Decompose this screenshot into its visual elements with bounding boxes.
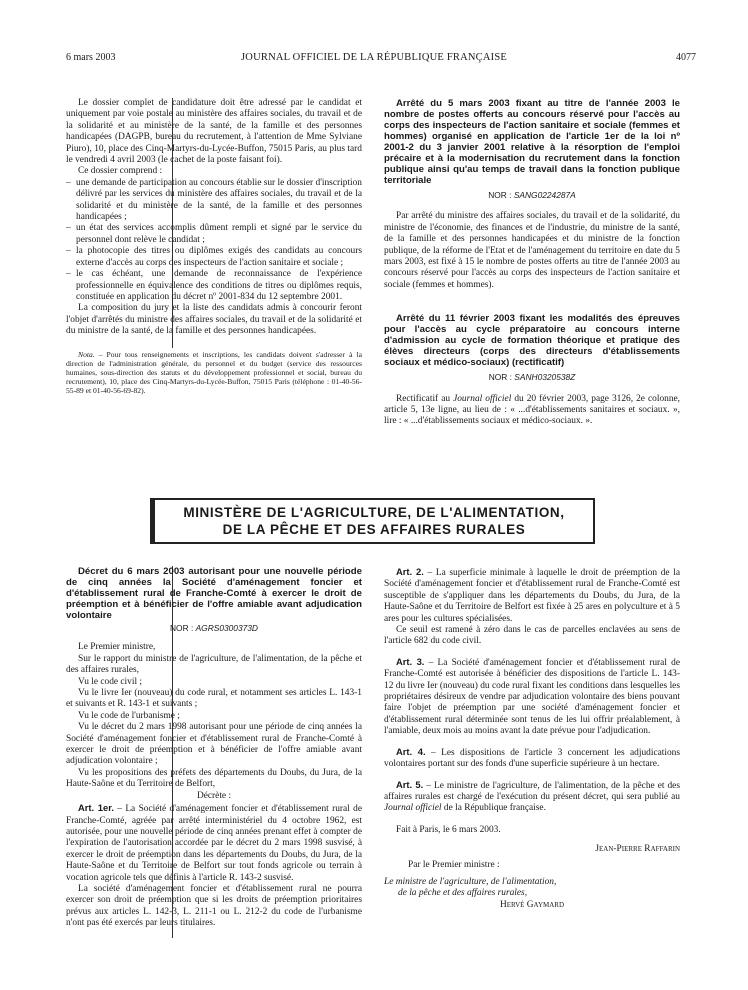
visa-line: Le Premier ministre, — [78, 642, 156, 653]
nota-label: Nota. — [78, 349, 95, 359]
fait-a-paris: Fait à Paris, le 6 mars 2003. — [396, 824, 501, 835]
article-text: – Le ministre de l'agriculture, de l'alimentation, de la pêche et des affaires rurales est chargé de l'exécution du présent décret, qui sera publié au — [384, 780, 680, 802]
article-2 — [384, 566, 680, 625]
visa-line: Vu le livre Ier (nouveau) du code rural, et notamment ses articles L. 143-1 et suivants et R. 143-1 et suivants ; — [66, 688, 362, 710]
nor-label: NOR : — [488, 372, 515, 383]
minister-title-text: de la pêche et des affaires rurales, — [398, 888, 528, 899]
dossier-item: – le cas échéant, une demande de reconnaissance de l'expérience professionnelle en équivalence des conditions de titres ou diplômes requis, constituée en application du décret nº 2001-834 du 12 septembre 2001. — [66, 269, 362, 303]
article-label: Art. 5. — [396, 778, 424, 790]
article-label: Art. 1er. — [78, 802, 114, 814]
minister-title-text: Le ministre de l'agriculture, de l'alimentation, — [384, 876, 557, 887]
article-2-paragraph-2: Ce seuil est ramené à zéro dans le cas de parcelles enclavées au sens de l'article 682 du code civil. — [384, 625, 680, 647]
ministry-line-1: MINISTÈRE DE L'AGRICULTURE, DE L'ALIMENTATION, — [183, 505, 565, 520]
dossier-item: – la photocopie des titres ou diplômes exigés des candidats au concours externe d'accès au corps des inspecteurs de l'action sanitaire et sociale ; — [66, 246, 362, 269]
bottom-left-column — [66, 566, 362, 930]
signer-name: Jean-Pierre Raffarin — [595, 844, 680, 855]
ministry-name — [155, 500, 593, 538]
nor-reference-2 — [384, 372, 680, 383]
ministry-banner — [150, 498, 595, 544]
article-label: Art. 2. — [396, 566, 424, 577]
article-text: – La superficie minimale à laquelle le droit de préemption de la Société d'aménagement foncier et d'établissement rural de Franche-Comté est susceptible de s'appliquer dans les départements du Doubs, du Jura, de la Haute-Saône et du Territoire de Belfort est fixée à 25 ares en polyculture et à 5 ares pour les cultures spécialisées. — [384, 568, 680, 624]
visa-line: Sur le rapport du ministre de l'agriculture, de l'alimentation, de la pêche et des affaires rurales, — [66, 653, 362, 676]
nota-text: – Pour tous renseignements et inscriptions, les candidats doivent s'adresser à la direction de l'administration générale, du personnel et du budget (service des ressources humaines, sous-direction des statuts et du développement professionnel et social, bureau du recrutement), 10, place des Cinq-Martyrs-du-Lycée-Buffon, 75015 Paris (téléphone : 01-40-56-55-89 et 01-40-56-69-82). — [66, 349, 362, 396]
article-label: Art. 4. — [396, 745, 426, 757]
article-1-paragraph-2: La société d'aménagement foncier et d'établissement rural ne pourra exercer son droit de préemption que si les droits de préemption prioritaires prévus aux articles L. 142-3, L. 211-1 ou L. 212-2 du code de l'urbanisme n'ont pas été exercés par leurs titulaires. — [66, 883, 362, 929]
visa-line: Vu le décret du 2 mars 1998 autorisant pour une période de cinq années la Société d'aménagement foncier et d'établissement rural de Franche-Comté à exercer le droit de préemption et à bénéficier de l'offre amiable avant adjudication volontaire ; — [66, 722, 362, 767]
journal-officiel-ref: Journal officiel — [453, 393, 512, 404]
rectificatif-text-end: du 20 février 2003, page 3126, 2e colonne, article 5, 13e ligne, au lieu de : « ...d'établissements sanitaires et sociaux. », lire : « ...d'établissements sociaux et médico-sociaux. ». — [384, 393, 681, 427]
header-date: 6 mars 2003 — [66, 52, 116, 63]
journal-title: JOURNAL OFFICIEL DE LA RÉPUBLIQUE FRANÇAISE — [241, 52, 507, 63]
application-paragraph: Le dossier complet de candidature doit être adressé par le candidat et uniquement par voie postale au ministère des affaires sociales, du travail et de la solidarité et au ministère de la santé, de la famille et des personnes handicapées (DAGPB, bureau du recrutement, à l'attention de Mme Sylviane Piuro), 10, place des Cinq-Martyrs-du-Lycée-Buffon, 75015 Paris, au plus tard le vendredi 4 avril 2003 (le cachet de la poste faisant foi). — [66, 98, 362, 166]
dossier-item: – une demande de participation au concours établie sur le dossier d'inscription délivré par les services du ministère des affaires sociales, du travail et de la solidarité et du ministère de la santé, de la famille et des personnes handicapées ; — [66, 178, 362, 224]
article-text: – La Société d'aménagement foncier et d'établissement rural de Franche-Comté est autorisée à bénéficier des dispositions de l'article L. 143-12 du livre Ier (nouveau) du code rural fixant les conditions dans lesquelles les propriétaires désireux de vendre par adjudication volontaire des biens pouvant faire l'objet de préemption par une société d'aménagement foncier et d'établissement rural déterminée sont tenus de les lui offrir préalablement, à l'amiable, deux mois au moins avant la date prévue pour l'adjudication. — [384, 657, 680, 737]
top-right-column — [384, 98, 680, 428]
jury-paragraph: La composition du jury et la liste des candidats admis à concourir feront l'objet d'arrêtés du ministre des affaires sociales, du travail et de la solidarité et du ministre de la santé, de la famille et des personnes handicapées. — [66, 303, 362, 337]
article-5 — [384, 779, 680, 815]
minister-title-2 — [384, 888, 680, 899]
arrete-body-1: Par arrêté du ministre des affaires sociales, du travail et de la solidarité, du ministre de l'économie, des finances et de l'industrie, du ministre de la santé, de la famille et des personnes handicapées et du ministre de la fonction publique, de la réforme de l'Etat et de l'aménagement du territoire en date du 5 mars 2003, est fixé à 15 le nombre de postes offerts au titre de l'année 2003 au concours réservé pour l'accès au corps des inspecteurs de l'action sanitaire et sociale (femmes et hommes). — [384, 211, 680, 290]
minister-title-1 — [384, 877, 680, 888]
article-text: – La Société d'aménagement foncier et d'établissement rural de Franche-Comté, agréée par arrêté interministériel du 4 octobre 1962, est autorisée, pour une nouvelle période de cinq années prenant effet à compter de l'expiration de l'autorisation accordée par le décret du 2 mars 1998 susvisé, à exercer le droit de préemption dans les départements du Doubs, du Jura, de la Haute-Saône et du Territoire de Belfort sur tout fonds agricole ou terrain à vocation agricole tels que définis à l'article R. 143-2 susvisé. — [66, 804, 362, 883]
article-text: – Les dispositions de l'article 3 concernent les adjudications volontaires portant sur des fonds d'une superficie supérieure à un hectare. — [384, 747, 680, 770]
visa-line: Vu le code civil ; — [78, 676, 142, 687]
visa-line: Vu le code de l'urbanisme ; — [78, 710, 180, 721]
par-le-premier-ministre: Par le Premier ministre : — [408, 859, 500, 870]
nor-code: SANH0320538Z — [514, 372, 576, 383]
bottom-right-column — [384, 566, 680, 911]
nor-label: NOR : — [170, 623, 196, 633]
rectificatif-body — [384, 394, 680, 428]
nota-paragraph — [66, 350, 362, 396]
nor-label: NOR : — [488, 190, 514, 200]
page-number: 4077 — [676, 52, 696, 63]
rectificatif-text: Rectificatif au — [396, 393, 454, 404]
decret-title: Décret du 6 mars 2003 autorisant pour une nouvelle période de cinq années la Société d'aménagement foncier et d'établissement rural de Franche-Comté à exercer le droit de préemption et à bénéficier de l'offre amiable avant adjudication volontaire — [66, 566, 362, 621]
dossier-intro: Ce dossier comprend : — [78, 166, 163, 177]
nor-reference-1 — [384, 190, 680, 201]
nor-reference-3 — [66, 623, 362, 634]
nor-code: SANG0224287A — [513, 190, 576, 200]
top-left-column — [66, 98, 362, 396]
article-text-end: de la République française. — [441, 803, 546, 814]
article-3 — [384, 656, 680, 738]
journal-officiel-ref: Journal officiel — [384, 803, 442, 814]
article-4 — [384, 746, 680, 771]
arrete-title-2: Arrêté du 11 février 2003 fixant les modalités des épreuves pour l'accès au cycle préparatoire au concours interne d'admission au cycle de formation théorique et pratique des élèves directeurs (corps des directeurs d'établissements sociaux et médico-sociaux) (rectificatif) — [384, 313, 680, 369]
decrete-label: Décrète : — [196, 790, 232, 801]
arrete-title-1: Arrêté du 5 mars 2003 fixant au titre de l'année 2003 le nombre de postes offerts au concours réservé pour l'accès au corps des inspecteurs de l'action sanitaire et sociale (femmes et hommes) organisé en application de l'article 1er de la loi nº 2001-2 du 3 janvier 2001 relative à la résorption de l'emploi précaire et à la modernisation du recrutement dans la fonction publique ainsi qu'au temps de travail dans la fonction publique territoriale — [384, 98, 680, 186]
visa-line: Vu les propositions des préfets des départements du Doubs, du Jura, de la Haute-Saône et du Territoire de Belfort, — [66, 767, 362, 790]
minister-name: Hervé Gaymard — [499, 899, 565, 910]
dossier-item: – un état des services accomplis dûment rempli et signé par le service du personnel dont relève le candidat ; — [66, 223, 362, 246]
article-1 — [66, 802, 362, 884]
ministry-line-2: DE LA PÊCHE ET DES AFFAIRES RURALES — [222, 522, 526, 537]
article-label: Art. 3. — [396, 655, 425, 667]
nor-code: AGRS0300373D — [195, 623, 258, 633]
